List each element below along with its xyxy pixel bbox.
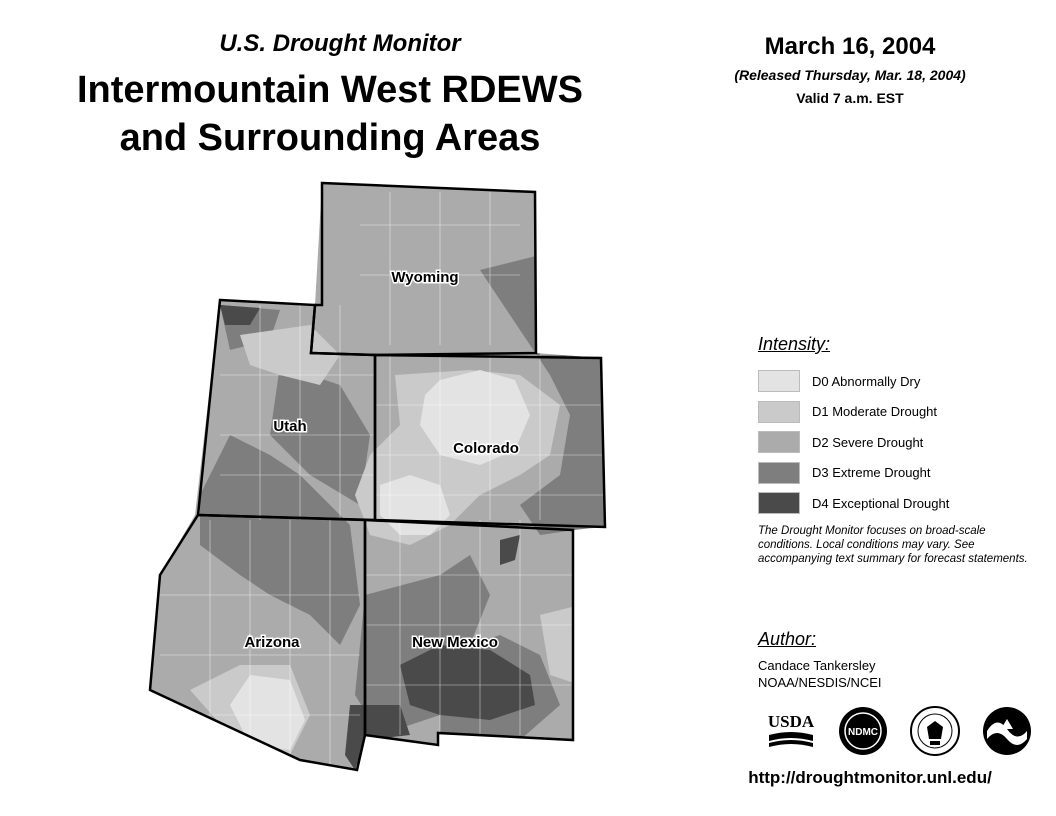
- commerce-seal: [909, 705, 961, 757]
- usda-logo: [765, 705, 817, 757]
- colorado-label: Colorado: [453, 440, 519, 457]
- website-link[interactable]: http://droughtmonitor.unl.edu/: [748, 768, 992, 787]
- legend-item-d3: [758, 458, 949, 489]
- author-heading: Author:: [758, 629, 817, 649]
- wyoming-label: Wyoming: [391, 269, 459, 286]
- new-mexico-label: New Mexico: [412, 634, 498, 651]
- utah-label: Utah: [273, 418, 307, 435]
- logo-row: [765, 705, 1033, 757]
- usda-logo-text: USDA: [767, 712, 815, 731]
- legend-item-d4: [758, 488, 949, 519]
- legend-heading: Intensity:: [758, 334, 831, 354]
- arizona-label: Arizona: [244, 634, 300, 651]
- map-date: March 16, 2004: [764, 33, 936, 60]
- title-line-2: and Surrounding Areas: [119, 117, 541, 159]
- legend-item-d0: [758, 366, 949, 397]
- disclaimer-note: The Drought Monitor focuses on broad-scale conditions. Local conditions may vary. See accompanying text summary for forecast statements.: [758, 525, 1028, 565]
- noaa-logo: [981, 705, 1033, 757]
- legend-label-d2: D2 Severe Drought: [812, 434, 924, 450]
- legend-swatch-d4: [758, 492, 800, 514]
- monitor-subtitle: U.S. Drought Monitor: [219, 30, 461, 57]
- legend-label-d1: D1 Moderate Drought: [812, 404, 938, 420]
- legend-label-d0: D0 Abnormally Dry: [812, 373, 921, 389]
- author-org: NOAA/NESDIS/NCEI: [758, 675, 882, 690]
- drought-map: [140, 175, 610, 775]
- ndmc-logo-text: NDMC: [848, 727, 878, 738]
- legend-label-d4: D4 Exceptional Drought: [812, 495, 950, 511]
- author-block: [758, 657, 882, 691]
- ndmc-logo: [837, 705, 889, 757]
- author-name: Candace Tankersley: [758, 658, 876, 673]
- legend-swatch-d1: [758, 401, 800, 423]
- legend: [758, 366, 949, 519]
- legend-swatch-d0: [758, 370, 800, 392]
- title-line-1: Intermountain West RDEWS: [77, 69, 583, 111]
- legend-swatch-d2: [758, 431, 800, 453]
- legend-item-d2: [758, 427, 949, 458]
- release-date: (Released Thursday, Mar. 18, 2004): [734, 67, 966, 83]
- valid-time: Valid 7 a.m. EST: [796, 90, 904, 106]
- legend-swatch-d3: [758, 462, 800, 484]
- page-title: [20, 66, 640, 162]
- legend-item-d1: [758, 397, 949, 428]
- legend-label-d3: D3 Extreme Drought: [812, 465, 931, 481]
